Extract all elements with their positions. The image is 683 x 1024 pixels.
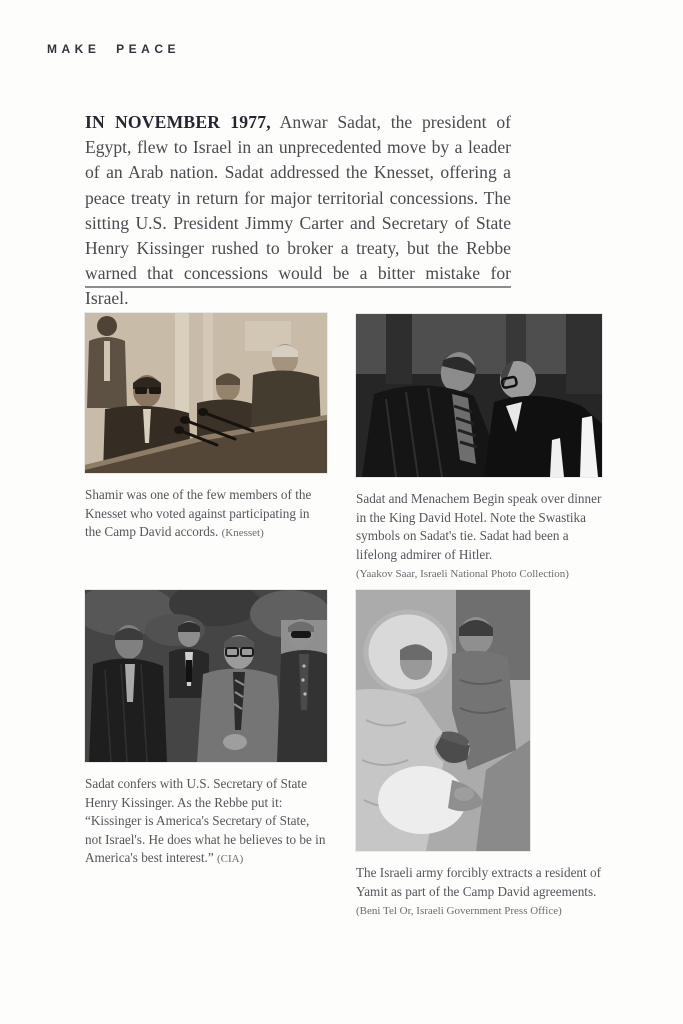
caption-credit: (Yaakov Saar, Israeli National Photo Collection)	[356, 568, 569, 581]
intro-lead: IN NOVEMBER 1977,	[85, 112, 271, 132]
caption-yamit-extraction	[356, 864, 602, 921]
photo-sadat-begin	[356, 314, 602, 477]
caption-text: The Israeli army forcibly extracts a resident of Yamit as part of the Camp David agreements.	[356, 865, 601, 899]
caption-credit: (CIA)	[217, 853, 244, 866]
caption-credit: (Beni Tel Or, Israeli Government Press Office)	[356, 905, 562, 918]
photo-yamit-extraction	[356, 590, 530, 851]
figure-sadat-begin	[356, 314, 602, 584]
caption-shamir-knesset	[85, 486, 327, 543]
figure-yamit-extraction	[356, 590, 602, 921]
intro-paragraph	[85, 110, 511, 312]
caption-sadat-kissinger	[85, 775, 327, 869]
photo-shamir-knesset	[85, 313, 327, 473]
figure-sadat-kissinger	[85, 590, 327, 869]
caption-text: Sadat and Menachem Begin speak over dinner in the King David Hotel. Note the Swastika symbols on Sadat's tie. Sadat had been a lifelong admirer of Hitler.	[356, 491, 602, 562]
caption-text: Sadat confers with U.S. Secretary of State Henry Kissinger. As the Rebbe put it: “Kissinger is America's Secretary of State, not Israel's. He does what he believes to be in America's best interest.”	[85, 776, 326, 866]
caption-credit: (Knesset)	[221, 527, 264, 540]
page-kicker: MAKE PEACE	[47, 42, 181, 56]
figure-shamir-knesset	[85, 313, 327, 543]
intro-body: Anwar Sadat, the president of Egypt, flew to Israel in an unprecedented move by a leader of an Arab nation. Sadat addressed the Knesset, offering a peace treaty in return for major territorial concessions. The sitting U.S. President Jimmy Carter and Secretary of State Henry Kissinger rushed to broker a treaty, but the Rebbe warned that concessions would be a bitter mistake for Israel.	[85, 112, 511, 309]
caption-sadat-begin	[356, 490, 602, 584]
section-divider	[85, 286, 511, 288]
caption-text: Shamir was one of the few members of the Knesset who voted against participating in the Camp David accords.	[85, 487, 312, 540]
photo-sadat-kissinger	[85, 590, 327, 762]
